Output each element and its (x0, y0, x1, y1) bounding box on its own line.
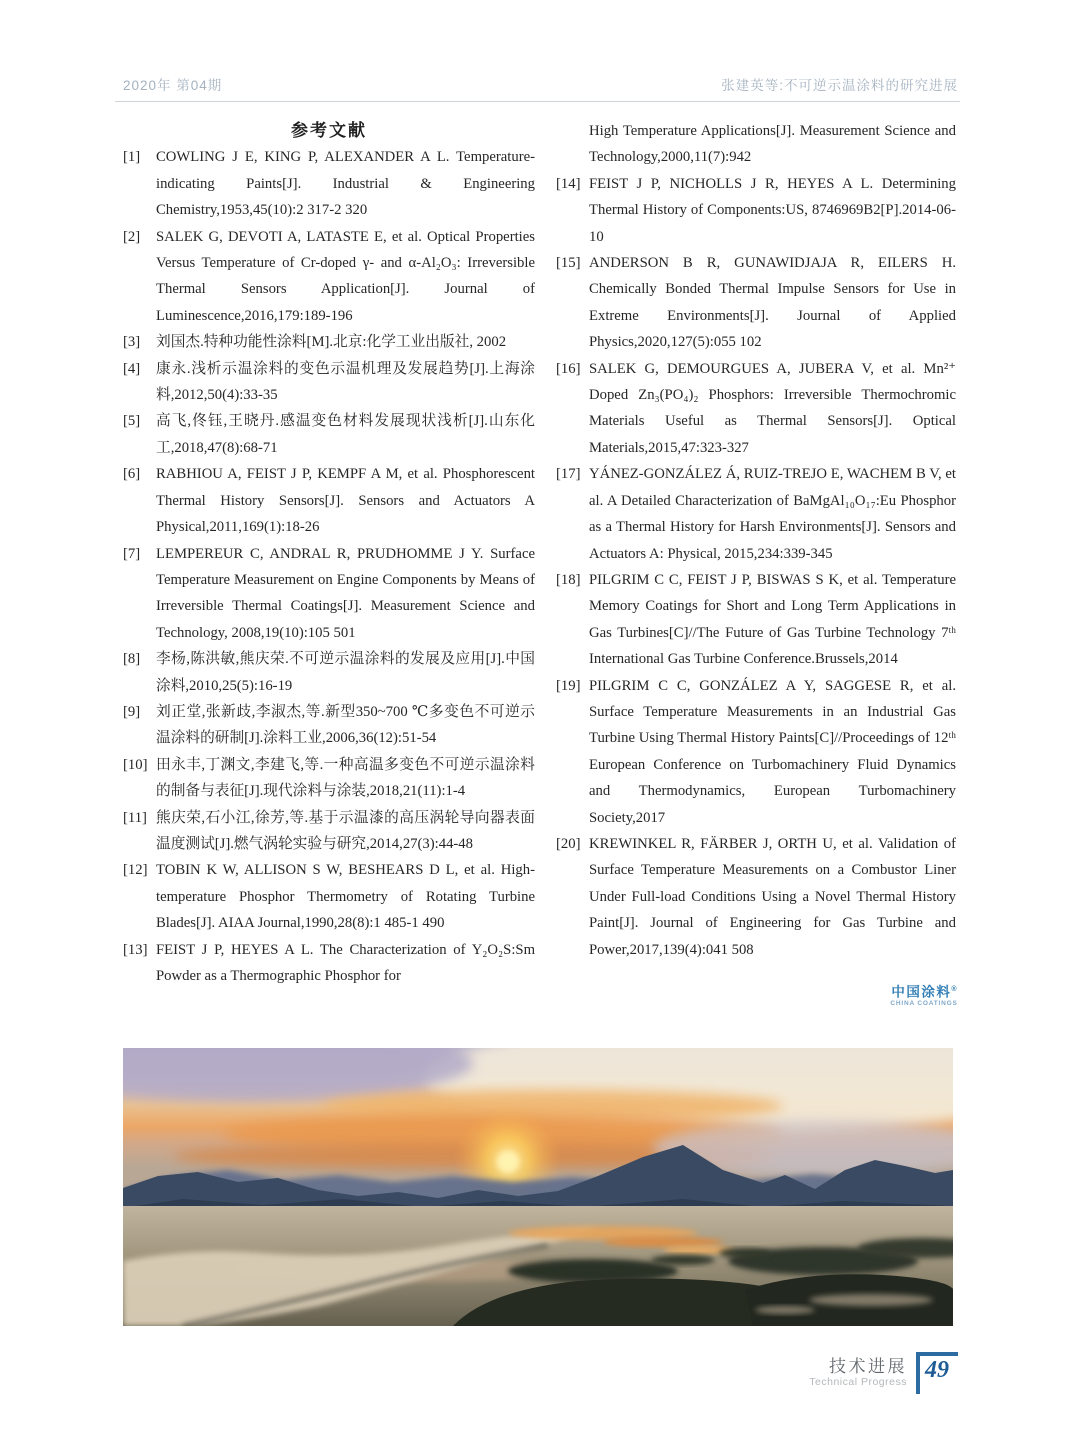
reference-text: FEIST J P, HEYES A L. The Characterization of Y₂O₂S:Sm Powder as a Thermographic Phosphor for (156, 941, 535, 984)
reference-text: TOBIN K W, ALLISON S W, BESHEARS D L, et al. High-temperature Phosphor Thermometry of Rotating Turbine Blades[J]. AIAA Journal,1990,28(8):1 485-1 490 (156, 862, 535, 932)
page-number-block (916, 1352, 960, 1398)
reference-item (123, 461, 535, 540)
reference-number: [7] (123, 545, 141, 562)
reference-item (123, 857, 535, 936)
reference-item (556, 567, 956, 673)
reference-text: SALEK G, DEMOURGUES A, JUBERA V, et al. Mn²⁺ Doped Zn₃(PO₄)₂ Phosphors: Irreversible Thermochromic Materials Useful as Thermal Sensors[J]. Optical Materials,2015,47:323-327 (589, 360, 956, 456)
reference-number: [15] (556, 255, 581, 272)
reference-item (556, 461, 956, 567)
reference-text: SALEK G, DEVOTI A, LATASTE E, et al. Optical Properties Versus Temperature of Cr-doped γ- and α-Al₂O₃: Irreversible Thermal Sensors Application[J]. Journal of Luminescence,2016,179:189-196 (156, 228, 535, 324)
reference-text: 李杨,陈洪敏,熊庆荣.不可逆示温涂料的发展及应用[J].中国涂料,2010,25(5):16-19 (156, 651, 535, 694)
reference-item (123, 937, 535, 990)
sunset-photo (123, 1048, 953, 1326)
reference-text: RABHIOU A, FEIST J P, KEMPF A M, et al. Phosphorescent Thermal History Sensors[J]. Sensors and Actuators A Physical,2011,169(1):18-26 (156, 466, 535, 536)
reference-number: [4] (123, 360, 141, 377)
registered-mark: ® (951, 986, 957, 993)
reference-item (556, 831, 956, 963)
reference-item (123, 646, 535, 699)
reference-number: [6] (123, 466, 141, 483)
reference-text: KREWINKEL R, FÄRBER J, ORTH U, et al. Validation of Surface Temperature Measurements on a Combustor Liner Under Full-load Conditions Using a Novel Thermal History Paint[J]. Journal of Engineering for Gas Turbine and Power,2017,139(4):041 508 (589, 835, 956, 958)
reference-text: 田永丰,丁渊文,李建飞,等.一种高温多变色不可逆示温涂料的制备与表征[J].现代涂料与涂装,2018,21(11):1-4 (156, 756, 535, 800)
reference-item (123, 805, 535, 858)
reference-text: PILGRIM C C, GONZÁLEZ A Y, SAGGESE R, et al. Surface Temperature Measurements in an Industrial Gas Turbine Using Thermal History Paints[C]//Proceedings of 12ᵗʰ European Conference on Turbomachinery Fluid Dynamics and Thermodynamics, European Turbomachinery Society,2017 (589, 677, 956, 826)
references-heading: 参考文献 (291, 121, 367, 140)
reference-item (556, 356, 956, 462)
footer-section-en: Technical Progress (809, 1376, 907, 1388)
reference-item (123, 752, 535, 805)
reference-text: 刘正堂,张新歧,李淑杰,等.新型350~700 ℃多变色不可逆示温涂料的研制[J].涂料工业,2006,36(12):51-54 (156, 703, 535, 747)
reference-number: [9] (123, 703, 141, 720)
references-list-left (123, 144, 535, 989)
page-footer (0, 1352, 960, 1398)
reference-item (123, 224, 535, 330)
reference-text: 康永.浅析示温涂料的变色示温机理及发展趋势[J].上海涂料,2012,50(4):33-35 (156, 360, 535, 404)
reference-item (123, 699, 535, 752)
reference-number: [10] (123, 756, 148, 773)
page-number-bracket-left (916, 1352, 920, 1394)
reference-number: [2] (123, 228, 141, 245)
reference-number: [5] (123, 413, 141, 430)
header-rule (115, 101, 960, 102)
sunset-photo-art (123, 1048, 953, 1326)
reference-text: FEIST J P, NICHOLLS J R, HEYES A L. Determining Thermal History of Components:US, 8746969B2[P].2014-06-10 (589, 175, 956, 245)
reference-text: YÁNEZ-GONZÁLEZ Á, RUIZ-TREJO E, WACHEM B V, et al. A Detailed Characterization of BaMgAl₁₀O₁₇:Eu Phosphor as a Thermal History for Harsh Environments[J]. Sensors and Actuators A: Physical, 2015,234:339-345 (589, 466, 956, 562)
china-coatings-logo (888, 982, 960, 1008)
reference-number: [8] (123, 651, 141, 668)
reference-item (556, 250, 956, 356)
footer-section (809, 1352, 907, 1389)
reference-item (123, 144, 535, 223)
reference-continuation: High Temperature Applications[J]. Measurement Science and Technology,2000,11(7):942 (589, 123, 956, 166)
reference-text: COWLING J E, KING P, ALEXANDER A L. Temperature-indicating Paints[J]. Industrial & Engineering Chemistry,1953,45(10):2 317-2 320 (156, 149, 535, 219)
reference-number: [20] (556, 835, 581, 852)
reference-text: LEMPEREUR C, ANDRAL R, PRUDHOMME J Y. Surface Temperature Measurement on Engine Components by Means of Irreversible Thermal Coatings[J]. Measurement Science and Technology, 2008,19(10):105 501 (156, 545, 535, 641)
reference-number: [19] (556, 677, 581, 694)
reference-item (123, 329, 535, 355)
reference-number: [14] (556, 175, 581, 192)
reference-item (556, 171, 956, 250)
running-header (123, 74, 958, 94)
reference-text: 高飞,佟钰,王晓丹.感温变色材料发展现状浅析[J].山东化工,2018,47(8):68-71 (156, 413, 535, 456)
reference-text: ANDERSON B R, GUNAWIDJAJA R, EILERS H. Chemically Bonded Thermal Impulse Sensors for Use in Extreme Environments[J]. Journal of Applied Physics,2020,127(5):055 102 (589, 255, 956, 351)
reference-number: [16] (556, 360, 581, 377)
references-column-right (556, 118, 956, 963)
reference-text: 刘国杰.特种功能性涂料[M].北京:化学工业出版社, 2002 (156, 334, 507, 351)
reference-text: PILGRIM C C, FEIST J P, BISWAS S K, et al. Temperature Memory Coatings for Short and Long Term Applications in Gas Turbines[C]//The Future of Gas Turbine Technology 7ᵗʰ International Gas Turbine Conference.Brussels,2014 (589, 571, 956, 668)
reference-text: 熊庆荣,石小江,徐芳,等.基于示温漆的高压涡轮导向器表面温度测试[J].燃气涡轮实验与研究,2014,27(3):44-48 (156, 809, 535, 852)
reference-number: [12] (123, 862, 148, 879)
reference-number: [13] (123, 941, 148, 958)
references-column-left (123, 118, 535, 989)
logo-name-en: CHINA COATINGS (890, 999, 958, 1007)
reference-number: [11] (123, 809, 147, 826)
reference-item (123, 408, 535, 461)
reference-number: [18] (556, 571, 581, 588)
page-number: 49 (925, 1357, 949, 1383)
reference-item (123, 356, 535, 409)
reference-number: [3] (123, 334, 141, 351)
footer-section-cn: 技术进展 (829, 1357, 907, 1376)
reference-number: [1] (123, 149, 141, 166)
reference-item (556, 673, 956, 831)
logo-name-cn: 中国涂料® (891, 984, 957, 1000)
reference-item (123, 541, 535, 647)
reference-number: [17] (556, 466, 581, 483)
header-article-title: 张建英等:不可逆示温涂料的研究进展 (721, 78, 958, 93)
header-issue: 2020年 第04期 (123, 78, 223, 93)
page-number-bracket-top (916, 1352, 958, 1356)
references-list-right (556, 171, 956, 963)
